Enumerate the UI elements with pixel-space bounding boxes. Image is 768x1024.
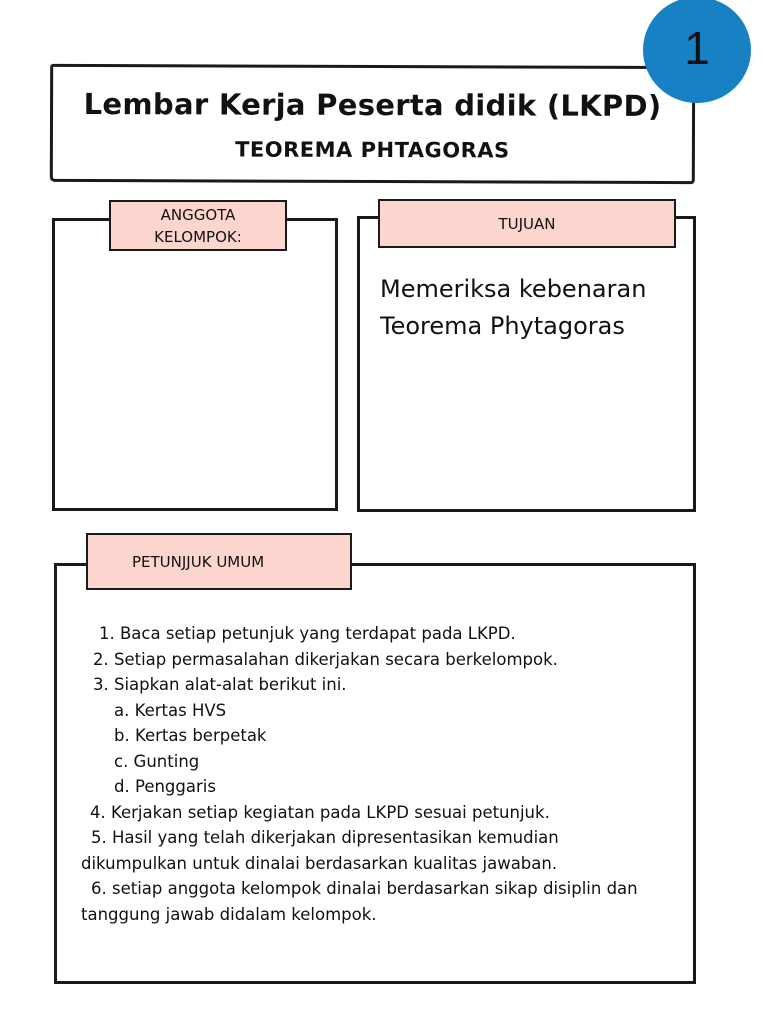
members-tag-line2: KELOMPOK: bbox=[154, 227, 242, 246]
page-number-badge bbox=[643, 0, 751, 103]
instruction-subitem: d. Penggaris bbox=[114, 777, 216, 796]
instruction-subitem: c. Gunting bbox=[114, 751, 200, 771]
goal-tag: TUJUAN bbox=[378, 199, 676, 248]
instruction-item: 3. Siapkan alat-alat berikut ini. bbox=[93, 675, 347, 694]
instruction-item: 1. Baca setiap petunjuk yang terdapat pada LKPD. bbox=[99, 624, 516, 643]
instruction-item: 6. setiap anggota kelompok dinalai berdasarkan sikap disiplin dan bbox=[91, 879, 638, 898]
instruction-item-continuation: dikumpulkan untuk dinalai berdasarkan kualitas jawaban. bbox=[81, 853, 558, 873]
goal-box bbox=[357, 216, 696, 512]
page-subtitle: TEOREMA PHTAGORAS bbox=[235, 137, 510, 163]
instruction-item: 2. Setiap permasalahan dikerjakan secara berkelompok. bbox=[93, 649, 558, 669]
instruction-subitem: b. Kertas berpetak bbox=[114, 726, 267, 745]
instruction-item: 5. Hasil yang telah dikerjakan dipresentasikan kemudian bbox=[91, 828, 559, 847]
instruction-item: 4. Kerjakan setiap kegiatan pada LKPD sesuai petunjuk. bbox=[90, 802, 550, 822]
instructions-list bbox=[81, 621, 679, 927]
instruction-item-continuation: tanggung jawab didalam kelompok. bbox=[81, 904, 377, 924]
page-number: 1 bbox=[684, 22, 710, 74]
members-box bbox=[52, 218, 338, 511]
page-title: Lembar Kerja Peserta didik (LKPD) bbox=[83, 86, 662, 124]
instruction-subitem: a. Kertas HVS bbox=[114, 700, 227, 720]
header-box bbox=[50, 64, 695, 184]
members-tag bbox=[109, 200, 287, 251]
instructions-tag: PETUNJJUK UMUM bbox=[86, 533, 352, 590]
members-tag-line1: ANGGOTA bbox=[160, 205, 236, 224]
goal-text bbox=[380, 271, 683, 345]
goal-text-line1: Memeriksa kebenaran bbox=[380, 275, 647, 303]
instructions-box bbox=[54, 563, 696, 984]
goal-text-line2: Teorema Phytagoras bbox=[380, 312, 625, 340]
